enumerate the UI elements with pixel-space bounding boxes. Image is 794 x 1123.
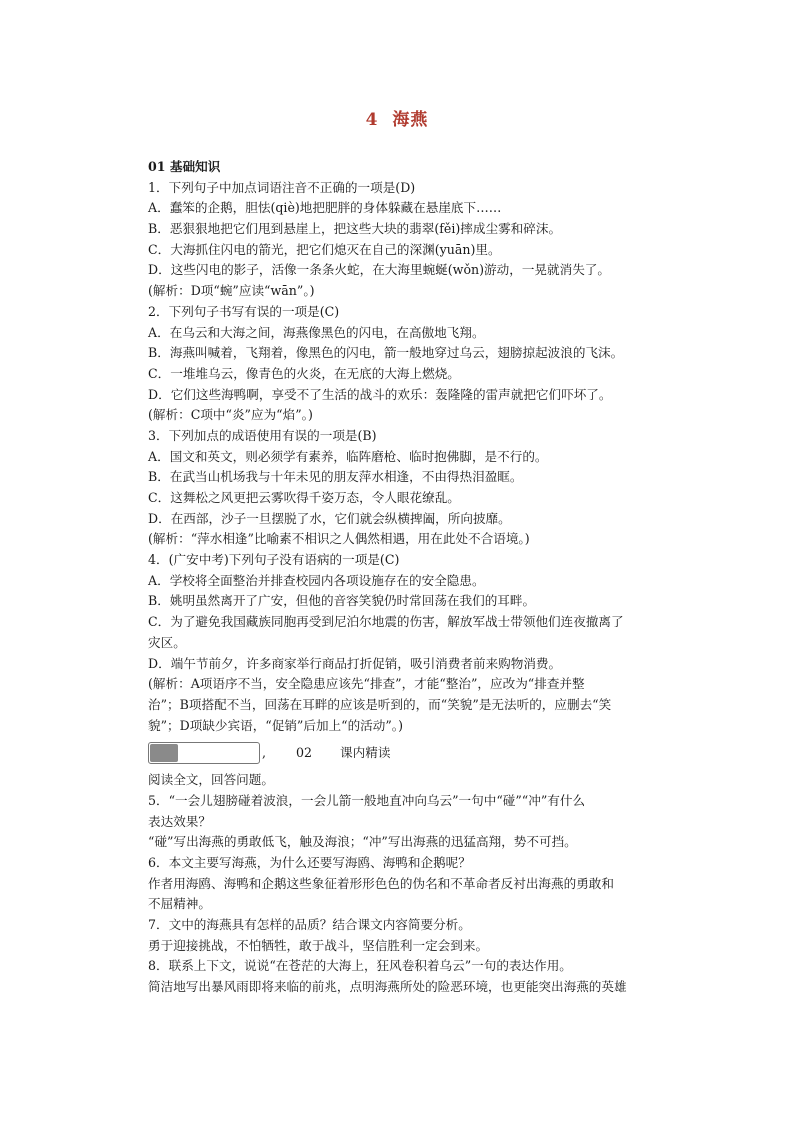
question-1: 1．下列句子中加点词语注音不正确的一项是(D) (148, 179, 416, 195)
answer-6-cont: 不屈精神。 (148, 896, 211, 912)
section-number: 02 (296, 744, 313, 760)
section-tab-graphic (148, 742, 260, 764)
analysis-4: (解析：A项语序不当，安全隐患应该先“排查”，才能“整治”，应改为“排查并整 (148, 676, 585, 692)
option-2b: B．海燕叫喊着，飞翔着，像黑色的闪电，箭一般地穿过乌云，翅膀掠起波浪的飞沫。 (148, 345, 624, 361)
section-heading-basic-knowledge: 01 基础知识 (148, 159, 221, 174)
reading-instruction: 阅读全文，回答问题。 (148, 772, 274, 788)
answer-6: 作者用海鸥、海鸭和企鹅这些象征着形形色色的伪名和不革命者反衬出海燕的勇敢和 (148, 875, 614, 891)
option-1a: A．蠢笨的企鹅，胆怯(qiè)地把肥胖的身体躲藏在悬崖底下…… (148, 200, 502, 216)
question-8: 8．联系上下文，说说“在苍茫的大海上，狂风卷积着乌云”一句的表达作用。 (148, 958, 572, 974)
question-2: 2．下列句子书写有误的一项是(C) (148, 303, 340, 319)
question-6: 6．本文主要写海燕，为什么还要写海鸥、海鸭和企鹅呢？ (148, 855, 471, 870)
answer-8: 简洁地写出暴风雨即将来临的前兆，点明海燕所处的险恶环境，也更能突出海燕的英雄 (148, 979, 627, 995)
analysis-4-cont1: 治”；B项搭配不当，回荡在耳畔的应该是听到的，而“笑貌”是无法听的，应删去“笑 (148, 696, 612, 712)
option-3a: A．国文和英文，则必须学有素养，临阵磨枪、临时抱佛脚，是不行的。 (148, 448, 548, 464)
analysis-3: (解析：“萍水相逢”比喻素不相识之人偶然相遇，用在此处不合语境。) (148, 531, 530, 547)
option-3c: C．这舞松之风更把云雾吹得千姿万态，令人眼花缭乱。 (148, 490, 460, 505)
answer-7: 勇于迎接挑战，不怕牺牲，敢于战斗，坚信胜利一定会到来。 (148, 937, 489, 953)
question-5-cont: 表达效果？ (148, 813, 211, 829)
option-3b: B．在武当山机场我与十年未见的朋友萍水相逢，不由得热泪盈眶。 (148, 469, 523, 485)
question-5: 5．“一会儿翅膀碰着波浪，一会儿箭一般地直冲向乌云”一句中“碰”“冲”有什么 (148, 792, 586, 808)
section-tab-comma: , (262, 744, 267, 760)
question-7: 7．文中的海燕具有怎样的品质？结合课文内容简要分析。 (148, 917, 471, 933)
section-heading-reading (148, 740, 678, 766)
worksheet-body (148, 157, 678, 998)
option-4b: B．姚明虽然离开了广安，但他的音容笑貌仍时常回荡在我们的耳畔。 (148, 593, 536, 609)
analysis-1: (解析：D项“蜿”应读“wān”。) (148, 283, 315, 299)
option-1c: C．大海抓住闪电的箭光，把它们熄灭在自己的深渊(yuān)里。 (148, 241, 501, 257)
option-4d: D．端午节前夕，许多商家举行商品打折促销，吸引消费者前来购物消费。 (148, 655, 562, 671)
lesson-number: 4 (365, 110, 379, 130)
option-4c: C．为了避免我国藏族同胞再受到尼泊尔地震的伤害，解放军战士带领他们连夜撤离了 (148, 614, 624, 630)
question-3: 3．下列加点的成语使用有误的一项是(B) (148, 427, 377, 443)
analysis-4-cont2: 貌”；D项缺少宾语，“促销”后加上“的活动”。) (148, 717, 403, 733)
answer-5: “碰”写出海燕的勇敢低飞，触及海浪；“冲”写出海燕的迅猛高翔，势不可挡。 (148, 834, 577, 850)
option-2d: D．它们这些海鸭啊，享受不了生活的战斗的欢乐：轰隆隆的雷声就把它们吓坏了。 (148, 386, 612, 402)
page-title (0, 105, 794, 130)
analysis-2: (解析：C项中“炎”应为“焰”。) (148, 407, 313, 423)
option-1d: D．这些闪电的影子，活像一条条火蛇，在大海里蜿蜒(wǒn)游动，一晃就消失了。 (148, 262, 610, 278)
option-4a: A．学校将全面整治并排查校园内各项设施存在的安全隐患。 (148, 572, 485, 588)
option-1b: B．恶狠狠地把它们甩到悬崖上，把这些大块的翡翠(fěi)摔成尘雾和碎沫。 (148, 221, 562, 237)
option-2a: A．在乌云和大海之间，海燕像黑色的闪电，在高傲地飞翔。 (148, 324, 485, 340)
section-tab-fill (150, 744, 178, 762)
question-4: 4．(广安中考)下列句子没有语病的一项是(C) (148, 552, 400, 568)
option-4c-cont: 灾区。 (148, 634, 186, 650)
lesson-title: 海燕 (392, 110, 429, 130)
option-2c: C．一堆堆乌云，像青色的火炎，在无底的大海上燃烧。 (148, 365, 460, 381)
section-label: 课内精读 (340, 744, 391, 760)
option-3d: D．在西部，沙子一旦摆脱了水，它们就会纵横捭阖，所向披靡。 (148, 510, 511, 526)
